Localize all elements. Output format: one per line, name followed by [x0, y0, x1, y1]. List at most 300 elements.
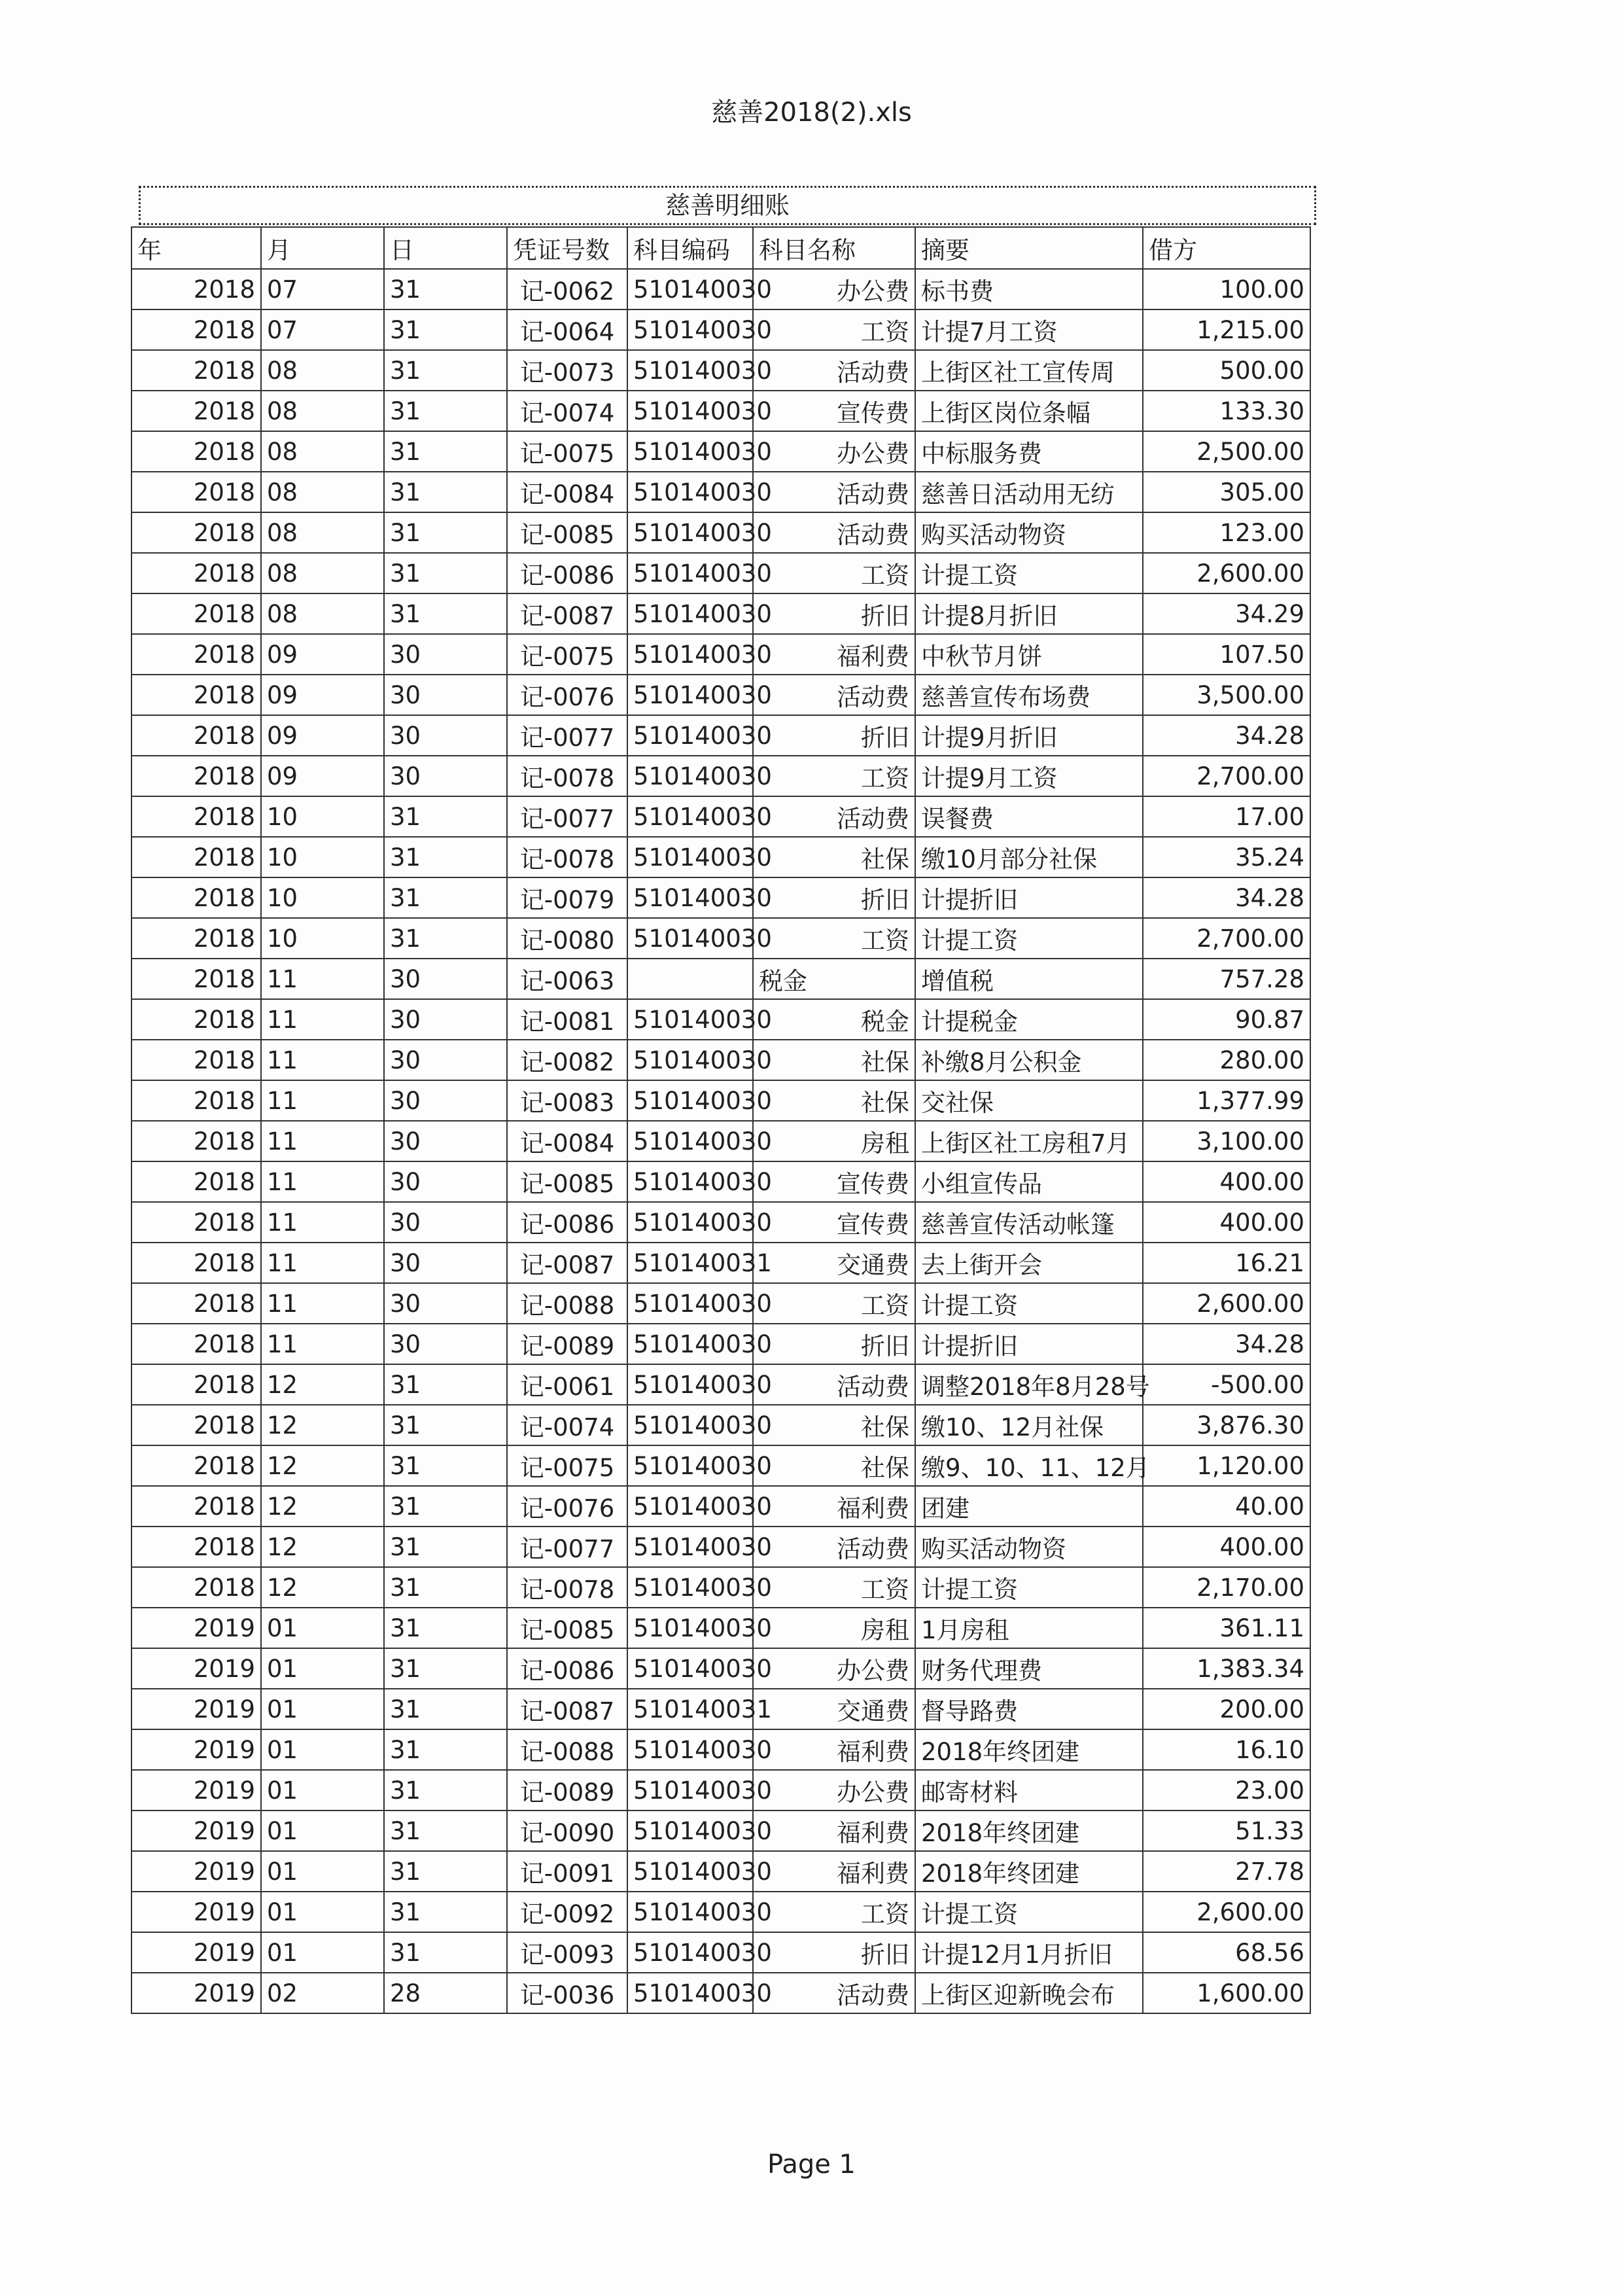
cell-account-code: 510140030 [627, 269, 753, 309]
cell-year: 2018 [131, 472, 261, 512]
cell-month: 01 [261, 1648, 384, 1689]
cell-account-code: 510140030 [627, 1527, 753, 1567]
cell-voucher: 记-0086 [507, 553, 627, 593]
header-row [131, 227, 1310, 269]
table-row [131, 634, 1310, 675]
table-row [131, 918, 1310, 959]
cell-account-code: 510140030 [627, 472, 753, 512]
cell-account-code: 510140030 [627, 837, 753, 877]
cell-summary: 计提折旧 [915, 1324, 1143, 1364]
cell-day: 31 [384, 472, 507, 512]
cell-summary: 缴10、12月社保 [915, 1405, 1143, 1445]
cell-account-name: 折旧 [753, 593, 915, 634]
cell-year: 2018 [131, 1364, 261, 1405]
cell-account-code: 510140030 [627, 999, 753, 1040]
cell-debit: 3,500.00 [1143, 675, 1310, 715]
cell-month: 02 [261, 1973, 384, 2013]
cell-voucher: 记-0088 [507, 1729, 627, 1770]
cell-account-name: 折旧 [753, 877, 915, 918]
cell-voucher: 记-0076 [507, 1486, 627, 1527]
cell-summary: 计提7月工资 [915, 309, 1143, 350]
cell-debit: 51.33 [1143, 1810, 1310, 1851]
cell-year: 2018 [131, 756, 261, 796]
cell-account-name: 交通费 [753, 1243, 915, 1283]
cell-debit: 305.00 [1143, 472, 1310, 512]
cell-month: 01 [261, 1608, 384, 1648]
cell-debit: 23.00 [1143, 1770, 1310, 1810]
table-row [131, 1283, 1310, 1324]
cell-month: 01 [261, 1689, 384, 1729]
cell-debit: 200.00 [1143, 1689, 1310, 1729]
cell-voucher: 记-0075 [507, 634, 627, 675]
cell-day: 30 [384, 756, 507, 796]
cell-month: 08 [261, 350, 384, 391]
cell-day: 31 [384, 1729, 507, 1770]
file-title: 慈善2018(2).xls [711, 97, 912, 128]
cell-account-code: 510140030 [627, 1486, 753, 1527]
cell-debit: 400.00 [1143, 1161, 1310, 1202]
header-month: 月 [261, 227, 384, 269]
cell-day: 31 [384, 1405, 507, 1445]
cell-summary: 计提12月1月折旧 [915, 1932, 1143, 1973]
cell-summary: 邮寄材料 [915, 1770, 1143, 1810]
cell-account-name: 社保 [753, 837, 915, 877]
cell-year: 2019 [131, 1648, 261, 1689]
cell-summary: 增值税 [915, 959, 1143, 999]
cell-debit: 100.00 [1143, 269, 1310, 309]
table-row [131, 837, 1310, 877]
cell-summary: 上街区迎新晚会布 [915, 1973, 1143, 2013]
cell-summary: 慈善宣传活动帐篷 [915, 1202, 1143, 1243]
cell-month: 11 [261, 1080, 384, 1121]
cell-month: 09 [261, 756, 384, 796]
cell-year: 2018 [131, 1161, 261, 1202]
cell-account-code: 510140030 [627, 675, 753, 715]
cell-day: 31 [384, 1770, 507, 1810]
table-row [131, 1040, 1310, 1080]
cell-account-code: 510140030 [627, 1283, 753, 1324]
cell-account-code: 510140030 [627, 1364, 753, 1405]
cell-day: 31 [384, 269, 507, 309]
cell-day: 31 [384, 1608, 507, 1648]
cell-day: 31 [384, 391, 507, 431]
cell-debit: 34.29 [1143, 593, 1310, 634]
cell-account-name: 折旧 [753, 715, 915, 756]
cell-account-code: 510140031 [627, 1689, 753, 1729]
cell-voucher: 记-0085 [507, 1161, 627, 1202]
cell-day: 30 [384, 1121, 507, 1161]
table-row [131, 553, 1310, 593]
cell-day: 31 [384, 837, 507, 877]
cell-month: 11 [261, 1121, 384, 1161]
cell-day: 31 [384, 1851, 507, 1892]
cell-summary: 计提折旧 [915, 877, 1143, 918]
cell-account-name: 宣传费 [753, 1161, 915, 1202]
cell-month: 01 [261, 1892, 384, 1932]
cell-day: 31 [384, 877, 507, 918]
cell-year: 2018 [131, 675, 261, 715]
cell-summary: 督导路费 [915, 1689, 1143, 1729]
cell-account-name: 宣传费 [753, 1202, 915, 1243]
cell-voucher: 记-0074 [507, 391, 627, 431]
table-row [131, 1648, 1310, 1689]
cell-voucher: 记-0078 [507, 1567, 627, 1608]
cell-day: 30 [384, 1243, 507, 1283]
cell-account-code: 510140030 [627, 553, 753, 593]
cell-account-code: 510140030 [627, 1851, 753, 1892]
cell-account-name: 活动费 [753, 350, 915, 391]
cell-day: 31 [384, 1689, 507, 1729]
cell-account-code: 510140030 [627, 1973, 753, 2013]
cell-debit: 2,500.00 [1143, 431, 1310, 472]
cell-year: 2018 [131, 1567, 261, 1608]
cell-year: 2018 [131, 1445, 261, 1486]
cell-summary: 计提工资 [915, 1892, 1143, 1932]
cell-debit: 2,700.00 [1143, 918, 1310, 959]
cell-debit: 1,215.00 [1143, 309, 1310, 350]
cell-debit: 1,383.34 [1143, 1648, 1310, 1689]
table-row [131, 1567, 1310, 1608]
cell-day: 31 [384, 1527, 507, 1567]
cell-debit: 400.00 [1143, 1202, 1310, 1243]
cell-account-name: 活动费 [753, 675, 915, 715]
cell-debit: 2,700.00 [1143, 756, 1310, 796]
table-row [131, 756, 1310, 796]
cell-year: 2018 [131, 1243, 261, 1283]
table-row [131, 1080, 1310, 1121]
cell-account-code: 510140030 [627, 309, 753, 350]
cell-account-name: 活动费 [753, 1973, 915, 2013]
cell-account-name: 福利费 [753, 634, 915, 675]
cell-voucher: 记-0084 [507, 1121, 627, 1161]
cell-day: 31 [384, 1892, 507, 1932]
cell-debit: 35.24 [1143, 837, 1310, 877]
table-row [131, 391, 1310, 431]
cell-debit: 1,600.00 [1143, 1973, 1310, 2013]
cell-account-code: 510140030 [627, 1810, 753, 1851]
cell-account-code: 510140030 [627, 796, 753, 837]
cell-month: 08 [261, 431, 384, 472]
table-row [131, 512, 1310, 553]
cell-month: 12 [261, 1567, 384, 1608]
cell-account-name: 办公费 [753, 269, 915, 309]
cell-debit: 133.30 [1143, 391, 1310, 431]
cell-account-code: 510140030 [627, 1040, 753, 1080]
table-row [131, 1810, 1310, 1851]
cell-month: 09 [261, 715, 384, 756]
cell-account-name: 福利费 [753, 1810, 915, 1851]
cell-summary: 计提工资 [915, 553, 1143, 593]
cell-voucher: 记-0087 [507, 1689, 627, 1729]
cell-month: 08 [261, 553, 384, 593]
cell-day: 30 [384, 1080, 507, 1121]
cell-voucher: 记-0085 [507, 1608, 627, 1648]
page-footer: Page 1 [767, 2149, 856, 2180]
cell-month: 09 [261, 634, 384, 675]
cell-month: 12 [261, 1486, 384, 1527]
cell-day: 31 [384, 1364, 507, 1405]
cell-account-code: 510140030 [627, 431, 753, 472]
table-row [131, 472, 1310, 512]
cell-month: 10 [261, 837, 384, 877]
cell-year: 2019 [131, 1851, 261, 1892]
cell-month: 07 [261, 269, 384, 309]
cell-debit: 2,600.00 [1143, 1892, 1310, 1932]
cell-debit: 68.56 [1143, 1932, 1310, 1973]
cell-year: 2018 [131, 1405, 261, 1445]
cell-debit: 16.10 [1143, 1729, 1310, 1770]
cell-year: 2018 [131, 1121, 261, 1161]
cell-debit: 2,600.00 [1143, 1283, 1310, 1324]
cell-summary: 中标服务费 [915, 431, 1143, 472]
cell-day: 30 [384, 1283, 507, 1324]
table-row [131, 1405, 1310, 1445]
cell-day: 31 [384, 918, 507, 959]
cell-voucher: 记-0077 [507, 1527, 627, 1567]
cell-account-name: 办公费 [753, 1648, 915, 1689]
cell-summary: 计提工资 [915, 918, 1143, 959]
cell-account-name: 福利费 [753, 1486, 915, 1527]
header-year: 年 [131, 227, 261, 269]
table-row [131, 1973, 1310, 2013]
cell-account-code: 510140030 [627, 593, 753, 634]
cell-account-code: 510140030 [627, 1608, 753, 1648]
table-row [131, 675, 1310, 715]
cell-voucher: 记-0093 [507, 1932, 627, 1973]
cell-month: 12 [261, 1527, 384, 1567]
table-row [131, 1445, 1310, 1486]
cell-account-name: 办公费 [753, 431, 915, 472]
cell-day: 31 [384, 512, 507, 553]
cell-month: 11 [261, 1202, 384, 1243]
cell-summary: 财务代理费 [915, 1648, 1143, 1689]
cell-summary: 1月房租 [915, 1608, 1143, 1648]
cell-summary: 计提税金 [915, 999, 1143, 1040]
cell-account-code: 510140030 [627, 634, 753, 675]
cell-debit: 500.00 [1143, 350, 1310, 391]
cell-month: 01 [261, 1932, 384, 1973]
table-row [131, 1486, 1310, 1527]
cell-voucher: 记-0061 [507, 1364, 627, 1405]
cell-voucher: 记-0089 [507, 1770, 627, 1810]
cell-month: 11 [261, 999, 384, 1040]
cell-voucher: 记-0075 [507, 1445, 627, 1486]
cell-year: 2019 [131, 1932, 261, 1973]
cell-day: 31 [384, 431, 507, 472]
cell-year: 2019 [131, 1973, 261, 2013]
cell-year: 2018 [131, 431, 261, 472]
cell-day: 31 [384, 1486, 507, 1527]
cell-account-code: 510140030 [627, 1161, 753, 1202]
cell-account-code: 510140030 [627, 918, 753, 959]
cell-summary: 上街区社工宣传周 [915, 350, 1143, 391]
cell-year: 2018 [131, 269, 261, 309]
cell-summary: 慈善日活动用无纺 [915, 472, 1143, 512]
cell-account-code: 510140030 [627, 1121, 753, 1161]
cell-month: 10 [261, 877, 384, 918]
cell-debit: 1,120.00 [1143, 1445, 1310, 1486]
cell-voucher: 记-0082 [507, 1040, 627, 1080]
cell-day: 30 [384, 634, 507, 675]
cell-account-code: 510140030 [627, 1648, 753, 1689]
table-row [131, 593, 1310, 634]
cell-voucher: 记-0077 [507, 796, 627, 837]
cell-day: 30 [384, 675, 507, 715]
cell-day: 31 [384, 1567, 507, 1608]
cell-year: 2018 [131, 1527, 261, 1567]
cell-voucher: 记-0075 [507, 431, 627, 472]
cell-year: 2018 [131, 715, 261, 756]
cell-day: 31 [384, 553, 507, 593]
header-voucher: 凭证号数 [507, 227, 627, 269]
cell-debit: 280.00 [1143, 1040, 1310, 1080]
cell-year: 2018 [131, 918, 261, 959]
cell-year: 2019 [131, 1729, 261, 1770]
cell-voucher: 记-0036 [507, 1973, 627, 2013]
header-debit: 借方 [1143, 227, 1310, 269]
cell-day: 31 [384, 350, 507, 391]
cell-voucher: 记-0088 [507, 1283, 627, 1324]
cell-summary: 计提9月折旧 [915, 715, 1143, 756]
cell-day: 30 [384, 1324, 507, 1364]
ledger-body [131, 269, 1310, 2013]
cell-year: 2018 [131, 837, 261, 877]
cell-account-code: 510140030 [627, 715, 753, 756]
table-row [131, 999, 1310, 1040]
cell-month: 08 [261, 593, 384, 634]
cell-voucher: 记-0063 [507, 959, 627, 999]
cell-summary: 计提工资 [915, 1283, 1143, 1324]
cell-year: 2018 [131, 1202, 261, 1243]
table-row [131, 1729, 1310, 1770]
cell-debit: 40.00 [1143, 1486, 1310, 1527]
cell-summary: 去上街开会 [915, 1243, 1143, 1283]
cell-account-name: 福利费 [753, 1851, 915, 1892]
cell-year: 2018 [131, 512, 261, 553]
cell-day: 30 [384, 715, 507, 756]
cell-account-code: 510140030 [627, 877, 753, 918]
cell-account-name: 活动费 [753, 512, 915, 553]
cell-month: 10 [261, 796, 384, 837]
cell-voucher: 记-0080 [507, 918, 627, 959]
cell-account-name: 房租 [753, 1608, 915, 1648]
cell-month: 10 [261, 918, 384, 959]
cell-account-name: 办公费 [753, 1770, 915, 1810]
cell-summary: 缴10月部分社保 [915, 837, 1143, 877]
cell-summary: 补缴8月公积金 [915, 1040, 1143, 1080]
cell-month: 08 [261, 512, 384, 553]
cell-voucher: 记-0087 [507, 593, 627, 634]
cell-year: 2018 [131, 1040, 261, 1080]
cell-debit: 27.78 [1143, 1851, 1310, 1892]
table-row [131, 1932, 1310, 1973]
cell-day: 28 [384, 1973, 507, 2013]
cell-year: 2018 [131, 1080, 261, 1121]
cell-account-code: 510140030 [627, 1324, 753, 1364]
table-row [131, 1527, 1310, 1567]
cell-debit: 17.00 [1143, 796, 1310, 837]
table-row [131, 1202, 1310, 1243]
cell-account-name: 折旧 [753, 1932, 915, 1973]
cell-month: 11 [261, 1324, 384, 1364]
cell-year: 2018 [131, 1283, 261, 1324]
cell-year: 2018 [131, 634, 261, 675]
cell-voucher: 记-0086 [507, 1202, 627, 1243]
cell-voucher: 记-0062 [507, 269, 627, 309]
table-row [131, 1892, 1310, 1932]
cell-summary: 上街区社工房租7月 [915, 1121, 1143, 1161]
cell-summary: 2018年终团建 [915, 1810, 1143, 1851]
cell-month: 11 [261, 1243, 384, 1283]
cell-account-code: 510140030 [627, 1202, 753, 1243]
cell-account-name: 工资 [753, 553, 915, 593]
cell-voucher: 记-0084 [507, 472, 627, 512]
cell-account-name: 福利费 [753, 1729, 915, 1770]
cell-month: 12 [261, 1364, 384, 1405]
cell-year: 2019 [131, 1892, 261, 1932]
cell-summary: 上街区岗位条幅 [915, 391, 1143, 431]
cell-month: 11 [261, 1040, 384, 1080]
cell-summary: 交社保 [915, 1080, 1143, 1121]
cell-voucher: 记-0074 [507, 1405, 627, 1445]
cell-day: 30 [384, 1161, 507, 1202]
cell-debit: 34.28 [1143, 877, 1310, 918]
cell-account-code: 510140030 [627, 756, 753, 796]
cell-account-name: 工资 [753, 309, 915, 350]
cell-account-name: 社保 [753, 1445, 915, 1486]
cell-year: 2019 [131, 1810, 261, 1851]
cell-debit: -500.00 [1143, 1364, 1310, 1405]
cell-voucher: 记-0086 [507, 1648, 627, 1689]
cell-debit: 16.21 [1143, 1243, 1310, 1283]
cell-month: 01 [261, 1851, 384, 1892]
cell-voucher: 记-0073 [507, 350, 627, 391]
cell-summary: 购买活动物资 [915, 1527, 1143, 1567]
cell-account-code: 510140030 [627, 350, 753, 391]
table-row [131, 1851, 1310, 1892]
cell-debit: 3,100.00 [1143, 1121, 1310, 1161]
cell-summary: 缴9、10、11、12月 [915, 1445, 1143, 1486]
cell-summary: 中秋节月饼 [915, 634, 1143, 675]
cell-summary: 调整2018年8月28号 [915, 1364, 1143, 1405]
cell-year: 2018 [131, 999, 261, 1040]
cell-day: 31 [384, 593, 507, 634]
cell-account-code: 510140030 [627, 1405, 753, 1445]
cell-voucher: 记-0085 [507, 512, 627, 553]
cell-day: 31 [384, 309, 507, 350]
cell-year: 2018 [131, 593, 261, 634]
table-row [131, 1121, 1310, 1161]
cell-account-name: 折旧 [753, 1324, 915, 1364]
cell-account-code: 510140030 [627, 1567, 753, 1608]
cell-month: 11 [261, 1283, 384, 1324]
cell-year: 2018 [131, 553, 261, 593]
cell-day: 30 [384, 999, 507, 1040]
cell-debit: 34.28 [1143, 1324, 1310, 1364]
table-row [131, 715, 1310, 756]
cell-debit: 400.00 [1143, 1527, 1310, 1567]
cell-voucher: 记-0090 [507, 1810, 627, 1851]
table-row [131, 350, 1310, 391]
cell-day: 31 [384, 1932, 507, 1973]
cell-voucher: 记-0092 [507, 1892, 627, 1932]
cell-account-code: 510140030 [627, 1770, 753, 1810]
header-summary: 摘要 [915, 227, 1143, 269]
ledger-table [131, 226, 1311, 2014]
cell-account-name: 工资 [753, 756, 915, 796]
cell-voucher: 记-0089 [507, 1324, 627, 1364]
cell-voucher: 记-0078 [507, 837, 627, 877]
